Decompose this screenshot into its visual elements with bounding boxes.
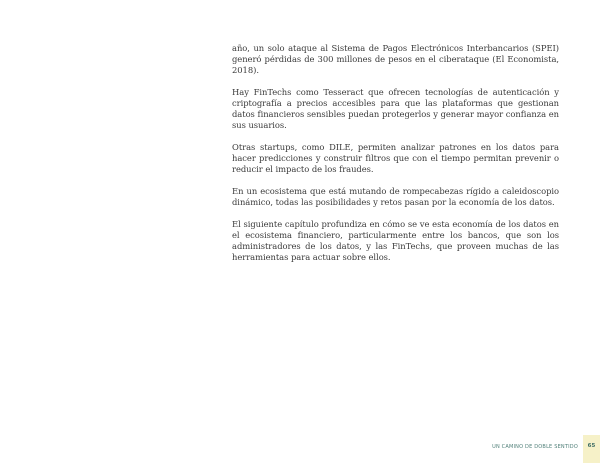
- page-number: 65: [587, 443, 596, 449]
- paragraph-ecosystem: En un ecosistema que está mutando de rompecabezas rígido a caleidoscopio dinámico, todas las posibilidades y retos pasan por la economía de los datos.: [232, 186, 559, 207]
- paragraph-dile: Otras startups, como DILE, permiten analizar patrones en los datos para hacer predicciones y construir filtros que con el tiempo permitan prevenir o reducir el impacto de los fraudes.: [232, 142, 559, 174]
- paragraph-spei-attack: año, un solo ataque al Sistema de Pagos Electrónicos Interbancarios (SPEI) generó pérdidas de 300 millones de pesos en el ciberataque (El Economista, 2018).: [232, 43, 559, 75]
- paragraph-tesseract: Hay FinTechs como Tesseract que ofrecen tecnologías de autenticación y criptografía a precios accesibles para que las plataformas que gestionan datos financieros sensibles puedan protegerlos y generar mayor confianza en sus usuarios.: [232, 87, 559, 130]
- page-footer: [0, 435, 600, 463]
- paragraph-next-chapter: El siguiente capítulo profundiza en cómo se ve esta economía de los datos en el ecosistema financiero, particularmente entre los bancos, que son los administradores de los datos, y las FinTechs, que proveen muchas de las herramientas para actuar sobre ellos.: [232, 219, 559, 262]
- running-title: UN CAMINO DE DOBLE SENTIDO: [492, 444, 578, 450]
- body-text-column: [232, 43, 559, 274]
- page-number-box: [583, 435, 600, 463]
